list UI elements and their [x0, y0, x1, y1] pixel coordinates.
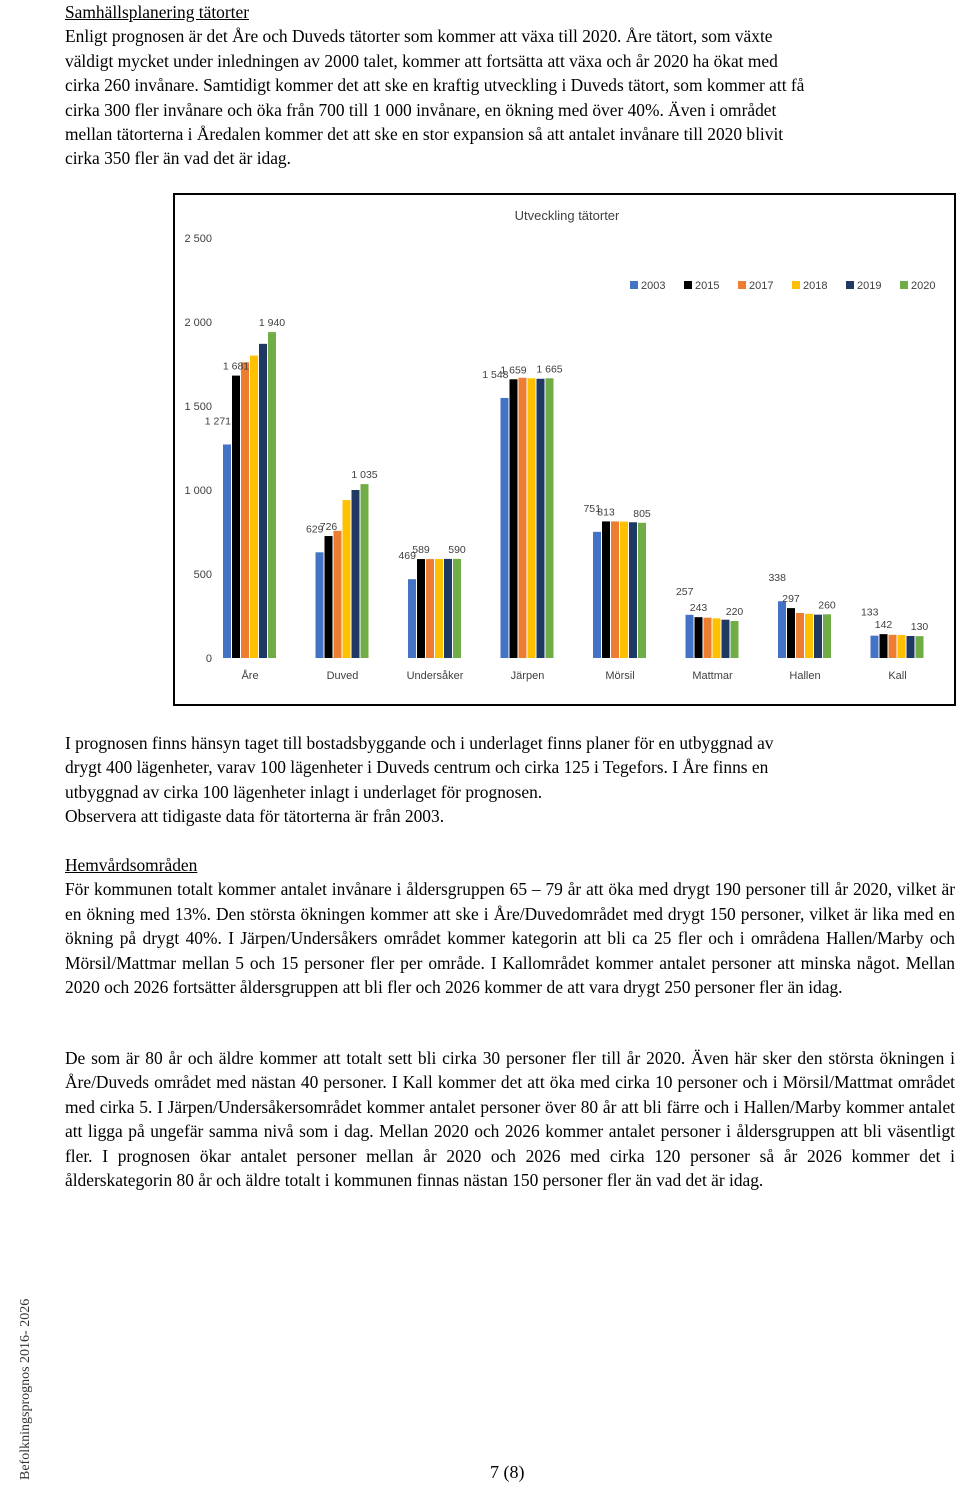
legend-label: 2019: [857, 280, 882, 292]
legend-label: 2015: [695, 280, 720, 292]
planning-line: Enligt prognosen är det Åre och Duveds tätorter som kommer att växa till 2020. Åre tätort, som växte: [65, 26, 773, 47]
legend-swatch: [630, 281, 638, 289]
data-label: 133: [860, 606, 879, 619]
bar: [805, 614, 813, 658]
data-label: 805: [633, 507, 651, 520]
section-heading-care: Hemvårdsområden: [65, 855, 198, 875]
legend-label: 2018: [803, 280, 828, 292]
data-label: 1 271: [204, 415, 231, 428]
chart-title: Utveckling tätorter: [514, 208, 620, 223]
bar: [528, 378, 536, 658]
section-care: [65, 853, 955, 999]
y-tick-label: 1 000: [184, 485, 212, 497]
planning-line: cirka 350 fler än vad det är idag.: [65, 148, 291, 169]
bar: [871, 636, 879, 658]
data-label: 1 665: [536, 363, 563, 376]
bar: [268, 332, 276, 658]
legend-swatch: [738, 281, 746, 289]
bar: [546, 378, 554, 658]
bar: [695, 617, 703, 658]
data-label: 590: [448, 543, 466, 556]
bar: [510, 379, 518, 658]
section-heading-planning: Samhällsplanering tätorter: [65, 2, 249, 22]
bar: [602, 521, 610, 658]
chart-frame: [173, 193, 956, 706]
page-number: 7 (8): [490, 1462, 525, 1482]
x-tick-label: Kall: [888, 670, 907, 682]
bar: [417, 559, 425, 658]
bar: [880, 634, 888, 658]
x-axis: [241, 669, 906, 682]
data-label-group: [205, 317, 929, 633]
bar: [823, 614, 831, 658]
bar: [629, 522, 637, 658]
section-planning: [65, 0, 955, 171]
bar: [593, 532, 601, 658]
bar: [704, 618, 712, 658]
y-tick-label: 2 500: [184, 233, 212, 245]
x-tick-label: Mörsil: [605, 670, 635, 682]
data-label: 243: [689, 602, 708, 615]
y-tick-label: 2 000: [184, 317, 212, 329]
y-tick-label: 0: [205, 653, 212, 665]
legend-label: 2003: [641, 280, 666, 292]
bar: [343, 500, 351, 658]
data-label: 338: [768, 572, 786, 585]
bar: [232, 376, 240, 658]
x-tick-label: Duved: [326, 670, 359, 682]
bar: [611, 521, 619, 658]
data-label: 257: [675, 585, 694, 598]
planning-line: väldigt mycket under inledningen av 2000 talet, kommer att fortsätta att växa och år 2020 ha ökat med: [65, 50, 778, 71]
bar: [519, 378, 527, 658]
bar: [722, 620, 730, 658]
prognosis-line: utbyggnad av cirka 100 lägenheter inlagt i underlaget för prognosen.: [65, 781, 543, 802]
data-label: 1 659: [500, 364, 527, 377]
legend-swatch: [900, 281, 908, 289]
data-label: 469: [398, 550, 416, 563]
bar: [361, 484, 369, 658]
legend-swatch: [792, 281, 800, 289]
planning-line: cirka 300 fler invånare och öka från 700 till 1 000 invånare, en ökning med över 40%. Även i området: [65, 99, 777, 120]
section-prognosis: [65, 731, 955, 829]
y-axis: [184, 233, 212, 665]
bar: [686, 615, 694, 658]
bar: [796, 613, 804, 658]
care-paragraph-1: För kommunen totalt kommer antalet invånare i åldersgruppen 65 – 79 år att öka med drygt 190 personer till år 2020, vilket är en ökning med 13%. Den största ökningen kommer att ske i Åre/Duvedområdet med drygt 150 personer, vilket är lika med en ökning på drygt 40%. I Järpen/Undersåkers området kommer kategorin att bli ca 25 fler och i områdena Hallen/Marby och Mörsil/Mattmar mellan 5 och 15 personer fler per område. I Kallområdet kommer antalet personer att minska något. Mellan 2020 och 2026 fortsätter åldersgruppen att bli fler och 2026 kommer de att vara drygt 250 personer fler än idag.: [65, 879, 955, 998]
care-paragraph-2: De som är 80 år och äldre kommer att totalt sett bli cirka 30 personer fler till år 2020. Även här sker den största ökningen i Åre/Duveds området med nästan 40 personer. I Kall kommer det att öka med cirka 10 personer och i Mörsil/Mattmat området med cirka 5. I Järpen/Undersåkersområdet kommer antalet personer över 80 år att bli färre och i Hallen/Marby kommer antalet att ligga på ungefär samma nivå som i dag. Mellan 2020 och 2026 kommer antalet personer i åldersgruppen att bli väsentligt fler. I prognosen ökar antalet personer mellan år 2020 och 2026 med cirka 120 personer så år 2026 kommer det i ålderskategorin 80 år och äldre totalt i kommunen finnas nästan 150 personer fler än vad det är idag.: [65, 1048, 955, 1191]
bar: [713, 618, 721, 658]
bar: [814, 615, 822, 658]
bar: [334, 531, 342, 658]
bar: [907, 636, 915, 658]
data-label: 726: [319, 521, 338, 534]
bar: [787, 608, 795, 658]
prognosis-line: I prognosen finns hänsyn taget till bostadsbyggande och i underlaget finns planer för en utbyggnad av: [65, 733, 774, 753]
prognosis-line: drygt 400 lägenheter, varav 100 lägenheter i Duveds centrum och cirka 125 i Tegefors. I Åre finns en: [65, 757, 769, 778]
section-elderly: [65, 1046, 955, 1192]
data-label: 220: [725, 606, 744, 619]
data-label: 130: [910, 621, 929, 634]
x-tick-label: Mattmar: [692, 670, 733, 682]
bar: [426, 559, 434, 658]
bar: [620, 522, 628, 658]
planning-line: cirka 260 invånare. Samtidigt kommer det att ske en kraftig utveckling i Duveds tätort, som kommer att få: [65, 75, 805, 96]
data-label: 1 940: [258, 317, 286, 330]
bar: [898, 635, 906, 658]
legend-label: 2017: [749, 280, 774, 292]
data-label: 751: [583, 502, 601, 515]
data-label: 629: [305, 523, 324, 536]
x-tick-label: Järpen: [510, 670, 545, 682]
x-tick-label: Undersåker: [406, 670, 464, 682]
bar: [250, 356, 258, 658]
bar: [501, 398, 509, 658]
legend-swatch: [684, 281, 692, 289]
bar: [352, 490, 360, 658]
bar: [638, 523, 646, 658]
data-label: 260: [818, 599, 836, 612]
bar-chart: [175, 195, 954, 704]
bar: [778, 601, 786, 658]
bar: [889, 635, 897, 658]
bar: [537, 379, 545, 658]
bar: [408, 579, 416, 658]
bar: [325, 536, 333, 658]
x-tick-label: Åre: [241, 670, 259, 682]
planning-line: mellan tätorterna i Åredalen kommer det att ske en stor expansion så att antalet invånare till 2020 blivit: [65, 124, 784, 145]
y-tick-label: 1 500: [184, 401, 212, 413]
bar: [435, 559, 443, 658]
data-label: 1 035: [351, 469, 378, 482]
bar: [316, 552, 324, 658]
legend-swatch: [846, 281, 854, 289]
data-label: 1 548: [482, 368, 509, 381]
x-tick-label: Hallen: [789, 670, 821, 682]
data-label: 142: [874, 619, 893, 632]
bar: [453, 559, 461, 658]
chart-legend: [630, 280, 935, 292]
data-label: 297: [782, 593, 800, 606]
data-label: 1 681: [222, 360, 250, 373]
bar: [916, 636, 924, 658]
bar: [241, 362, 249, 658]
prognosis-line: Observera att tidigaste data för tätorterna är från 2003.: [65, 806, 445, 827]
y-tick-label: 500: [193, 569, 212, 581]
data-label: 813: [597, 506, 615, 519]
bar: [444, 559, 452, 658]
bar: [223, 444, 231, 658]
legend-label: 2020: [911, 280, 936, 292]
side-footer-label: Befolkningsprognos 2016- 2026: [18, 1298, 33, 1480]
bar: [259, 344, 267, 658]
bar: [731, 621, 739, 658]
data-label: 589: [412, 544, 430, 557]
